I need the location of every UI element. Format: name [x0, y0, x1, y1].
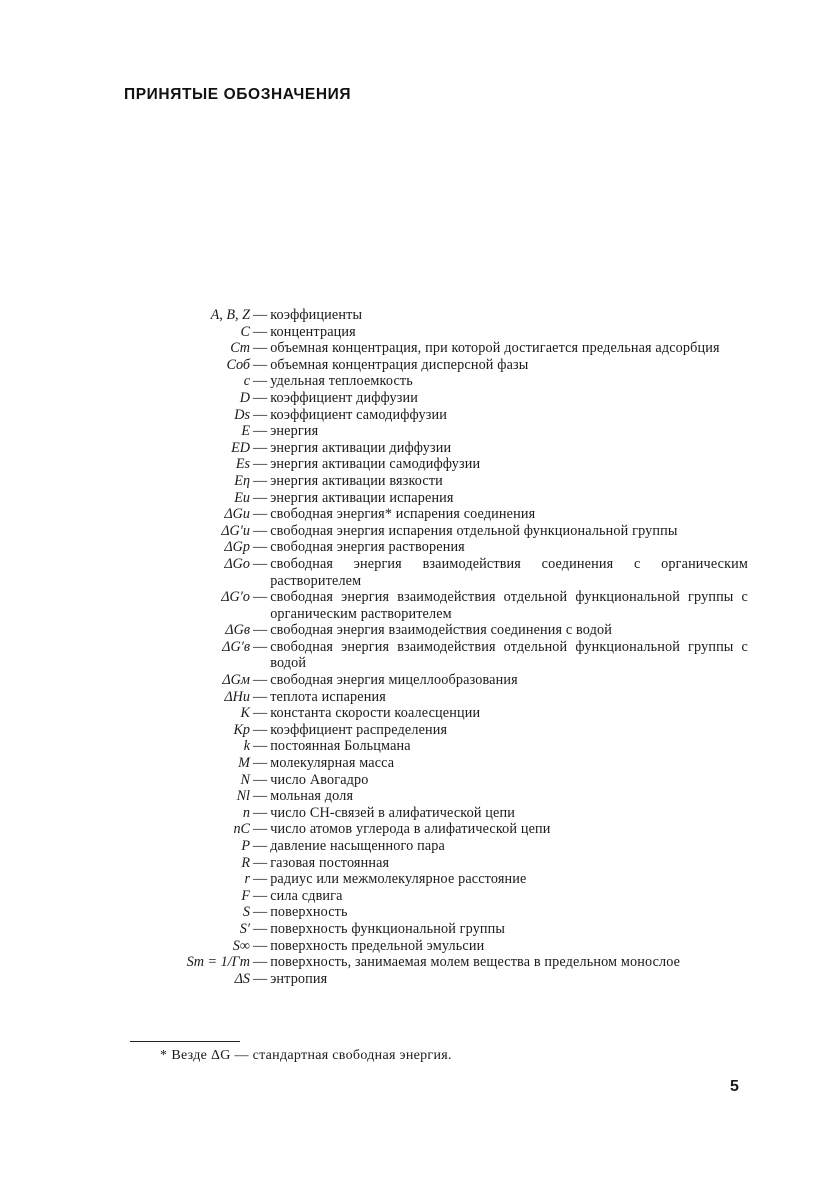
notation-definition: молекулярная масса — [270, 755, 395, 772]
notation-symbol: ΔHи — [224, 688, 250, 705]
notation-row — [128, 556, 748, 589]
notation-dash: — — [253, 406, 268, 423]
notation-definition: коэффициенты — [270, 307, 363, 323]
notation-row — [128, 738, 748, 755]
page-number: 5 — [730, 1078, 739, 1095]
notation-definition: давление насыщенного пара — [270, 838, 445, 854]
notation-dash: — — [253, 456, 268, 473]
notation-definition: газовая постоянная — [270, 854, 390, 871]
notation-symbol: F — [241, 887, 250, 904]
notation-row — [128, 838, 748, 855]
notation-definition: число атомов углерода в алифатической цепи — [270, 821, 551, 838]
notation-row — [128, 456, 748, 473]
notation-dash: — — [253, 589, 268, 606]
notation-definition: свободная энергия испарения отдельной функциональной группы — [270, 522, 678, 539]
notation-dash: — — [253, 821, 268, 838]
notation-symbol: ΔG′в — [222, 638, 250, 655]
notation-row — [128, 539, 748, 556]
notation-definition: поверхность предельной эмульсии — [270, 937, 485, 954]
notation-definition: концентрация — [270, 323, 356, 340]
notation-symbol: S′ — [239, 920, 250, 937]
notation-definition: сила сдвига — [270, 887, 343, 904]
footnote — [160, 1048, 452, 1064]
notation-dash: — — [253, 954, 268, 971]
notation-dash: — — [253, 688, 268, 705]
notation-definition: удельная теплоемкость — [270, 373, 413, 390]
notation-row — [128, 805, 748, 822]
notation-symbol: Kр — [233, 721, 250, 738]
notation-dash: — — [253, 506, 268, 523]
notation-dash: — — [253, 539, 268, 556]
notation-definition: поверхность — [270, 904, 348, 921]
notation-symbol: K — [240, 705, 250, 722]
notation-definition: число Авогадро — [270, 771, 369, 788]
notation-dash: — — [253, 672, 268, 689]
notation-row — [128, 904, 748, 921]
notation-definition: число CH-связей в алифатической цепи — [270, 804, 515, 821]
notation-definition: объемная концентрация, при которой достигается предельная адсорбция — [270, 340, 720, 357]
footnote-marker: * — [160, 1048, 168, 1063]
notation-dash: — — [253, 937, 268, 954]
notation-row — [128, 390, 748, 407]
notation-symbol: Eη — [234, 472, 250, 489]
notation-dash: — — [253, 920, 268, 937]
notation-dash: — — [253, 622, 268, 639]
notation-row — [128, 423, 748, 440]
notation-symbol: M — [238, 755, 250, 772]
notation-symbol: ΔG′и — [221, 522, 250, 539]
notation-row — [128, 921, 748, 938]
notation-symbol: ΔGр — [224, 539, 250, 556]
notation-symbol: N — [240, 771, 250, 788]
notation-symbol: Cm — [230, 340, 250, 357]
notation-row — [128, 855, 748, 872]
notation-dash: — — [253, 307, 268, 323]
notation-definition: свободная энергия взаимодействия соединения с водой — [270, 622, 612, 639]
notation-symbol: n — [242, 804, 250, 821]
page-heading: ПРИНЯТЫЕ ОБОЗНАЧЕНИЯ — [124, 86, 352, 103]
notation-row — [128, 821, 748, 838]
notation-symbol: P — [241, 838, 250, 854]
notation-row — [128, 473, 748, 490]
notation-row — [128, 971, 748, 988]
footnote-text: Везде ΔG — стандартная свободная энергия. — [171, 1048, 452, 1063]
notation-row — [128, 722, 748, 739]
notation-definition: энтропия — [270, 970, 328, 987]
notation-row — [128, 639, 748, 672]
notation-symbol: Sm = 1/Γm — [186, 954, 250, 971]
notation-dash: — — [253, 472, 268, 489]
notation-row — [128, 755, 748, 772]
notation-definition: свободная энергия растворения — [270, 539, 465, 556]
notation-row — [128, 373, 748, 390]
notation-dash: — — [253, 738, 268, 755]
notation-row — [128, 689, 748, 706]
notation-dash: — — [253, 788, 268, 805]
notation-definition: поверхность, занимаемая молем вещества в предельном монослое — [270, 954, 681, 971]
notation-symbol: S∞ — [232, 937, 250, 954]
notation-definition: константа скорости коалесценции — [270, 705, 481, 722]
notation-row — [128, 340, 748, 357]
notation-definition: коэффициент распределения — [270, 721, 448, 738]
notation-row — [128, 772, 748, 789]
notation-dash: — — [253, 522, 268, 539]
notation-definition: объемная концентрация дисперсной фазы — [270, 356, 529, 373]
notation-definition: энергия активации испарения — [270, 489, 454, 506]
notation-row — [128, 788, 748, 805]
notation-dash: — — [253, 705, 268, 722]
notation-symbol: C — [240, 323, 250, 340]
notation-definition: поверхность функциональной группы — [270, 920, 506, 937]
notation-row — [128, 490, 748, 507]
notation-symbol: ΔG′о — [221, 589, 250, 606]
notation-row — [128, 307, 748, 324]
notation-definition: энергия активации самодиффузии — [270, 456, 481, 473]
notation-dash: — — [253, 356, 268, 373]
notation-row — [128, 672, 748, 689]
notation-symbol: D — [239, 389, 250, 406]
notation-dash: — — [253, 755, 268, 772]
notation-row — [128, 938, 748, 955]
notation-dash: — — [253, 887, 268, 904]
notation-definition: коэффициент самодиффузии — [270, 406, 448, 423]
notation-symbol: ΔGо — [224, 555, 250, 572]
notation-symbol: ΔGи — [224, 506, 250, 523]
notation-definition: свободная энергия* испарения соединения — [270, 506, 536, 523]
notation-row — [128, 954, 748, 971]
footnote-divider — [130, 1041, 240, 1042]
notation-dash: — — [253, 854, 268, 871]
notation-dash: — — [253, 340, 268, 357]
notation-definition: свободная энергия взаимодействия отдельной функциональной группы с водой — [270, 638, 748, 672]
notation-symbol: ED — [231, 439, 250, 456]
notation-row — [128, 324, 748, 341]
notation-dash: — — [253, 423, 268, 440]
notation-definition: постоянная Больцмана — [270, 738, 411, 755]
notation-definition: свободная энергия мицеллообразования — [270, 672, 518, 689]
notation-symbol: R — [241, 854, 250, 871]
notation-dash: — — [253, 871, 268, 888]
notation-dash: — — [253, 804, 268, 821]
notation-symbol: ΔGм — [222, 672, 250, 689]
notation-definition: свободная энергия взаимодействия отдельной функциональной группы с органическим растворителем — [270, 589, 748, 622]
notation-row — [128, 589, 748, 622]
notation-list — [128, 307, 748, 987]
notation-symbol: A, B, Z — [210, 307, 250, 323]
notation-dash: — — [253, 323, 268, 340]
notation-dash: — — [253, 771, 268, 788]
notation-row — [128, 357, 748, 374]
notation-definition: энергия активации вязкости — [270, 472, 443, 489]
notation-dash: — — [253, 555, 268, 572]
notation-symbol: Cоб — [226, 356, 250, 373]
notation-symbol: k — [243, 738, 250, 755]
notation-row — [128, 523, 748, 540]
notation-row — [128, 506, 748, 523]
notation-row — [128, 440, 748, 457]
notation-definition: энергия — [270, 423, 319, 440]
notation-dash: — — [253, 970, 268, 987]
notation-row — [128, 871, 748, 888]
notation-symbol: ΔS — [234, 970, 250, 987]
notation-row — [128, 622, 748, 639]
notation-symbol: Es — [235, 456, 250, 473]
notation-row — [128, 888, 748, 905]
notation-symbol: E — [241, 423, 250, 440]
notation-symbol: S — [242, 904, 250, 921]
notation-definition: мольная доля — [270, 788, 354, 805]
notation-symbol: nC — [233, 821, 250, 838]
notation-symbol: Eи — [234, 489, 250, 506]
notation-dash: — — [253, 638, 268, 655]
notation-symbol: Nl — [236, 788, 250, 805]
notation-symbol: ΔGв — [225, 622, 250, 639]
notation-dash: — — [253, 489, 268, 506]
notation-definition: радиус или межмолекулярное расстояние — [270, 871, 527, 888]
notation-dash: — — [253, 838, 268, 854]
notation-definition: коэффициент диффузии — [270, 389, 418, 406]
notation-dash: — — [253, 439, 268, 456]
notation-definition: энергия активации диффузии — [270, 439, 452, 456]
notation-symbol: r — [244, 871, 250, 888]
notation-row — [128, 705, 748, 722]
notation-definition: теплота испарения — [270, 688, 386, 705]
notation-dash: — — [253, 373, 268, 390]
notation-symbol: Ds — [234, 406, 250, 423]
notation-row — [128, 407, 748, 424]
notation-dash: — — [253, 721, 268, 738]
notation-symbol: c — [243, 373, 250, 390]
notation-dash: — — [253, 389, 268, 406]
notation-dash: — — [253, 904, 268, 921]
notation-definition: свободная энергия взаимодействия соединения с органическим растворителем — [270, 555, 748, 589]
